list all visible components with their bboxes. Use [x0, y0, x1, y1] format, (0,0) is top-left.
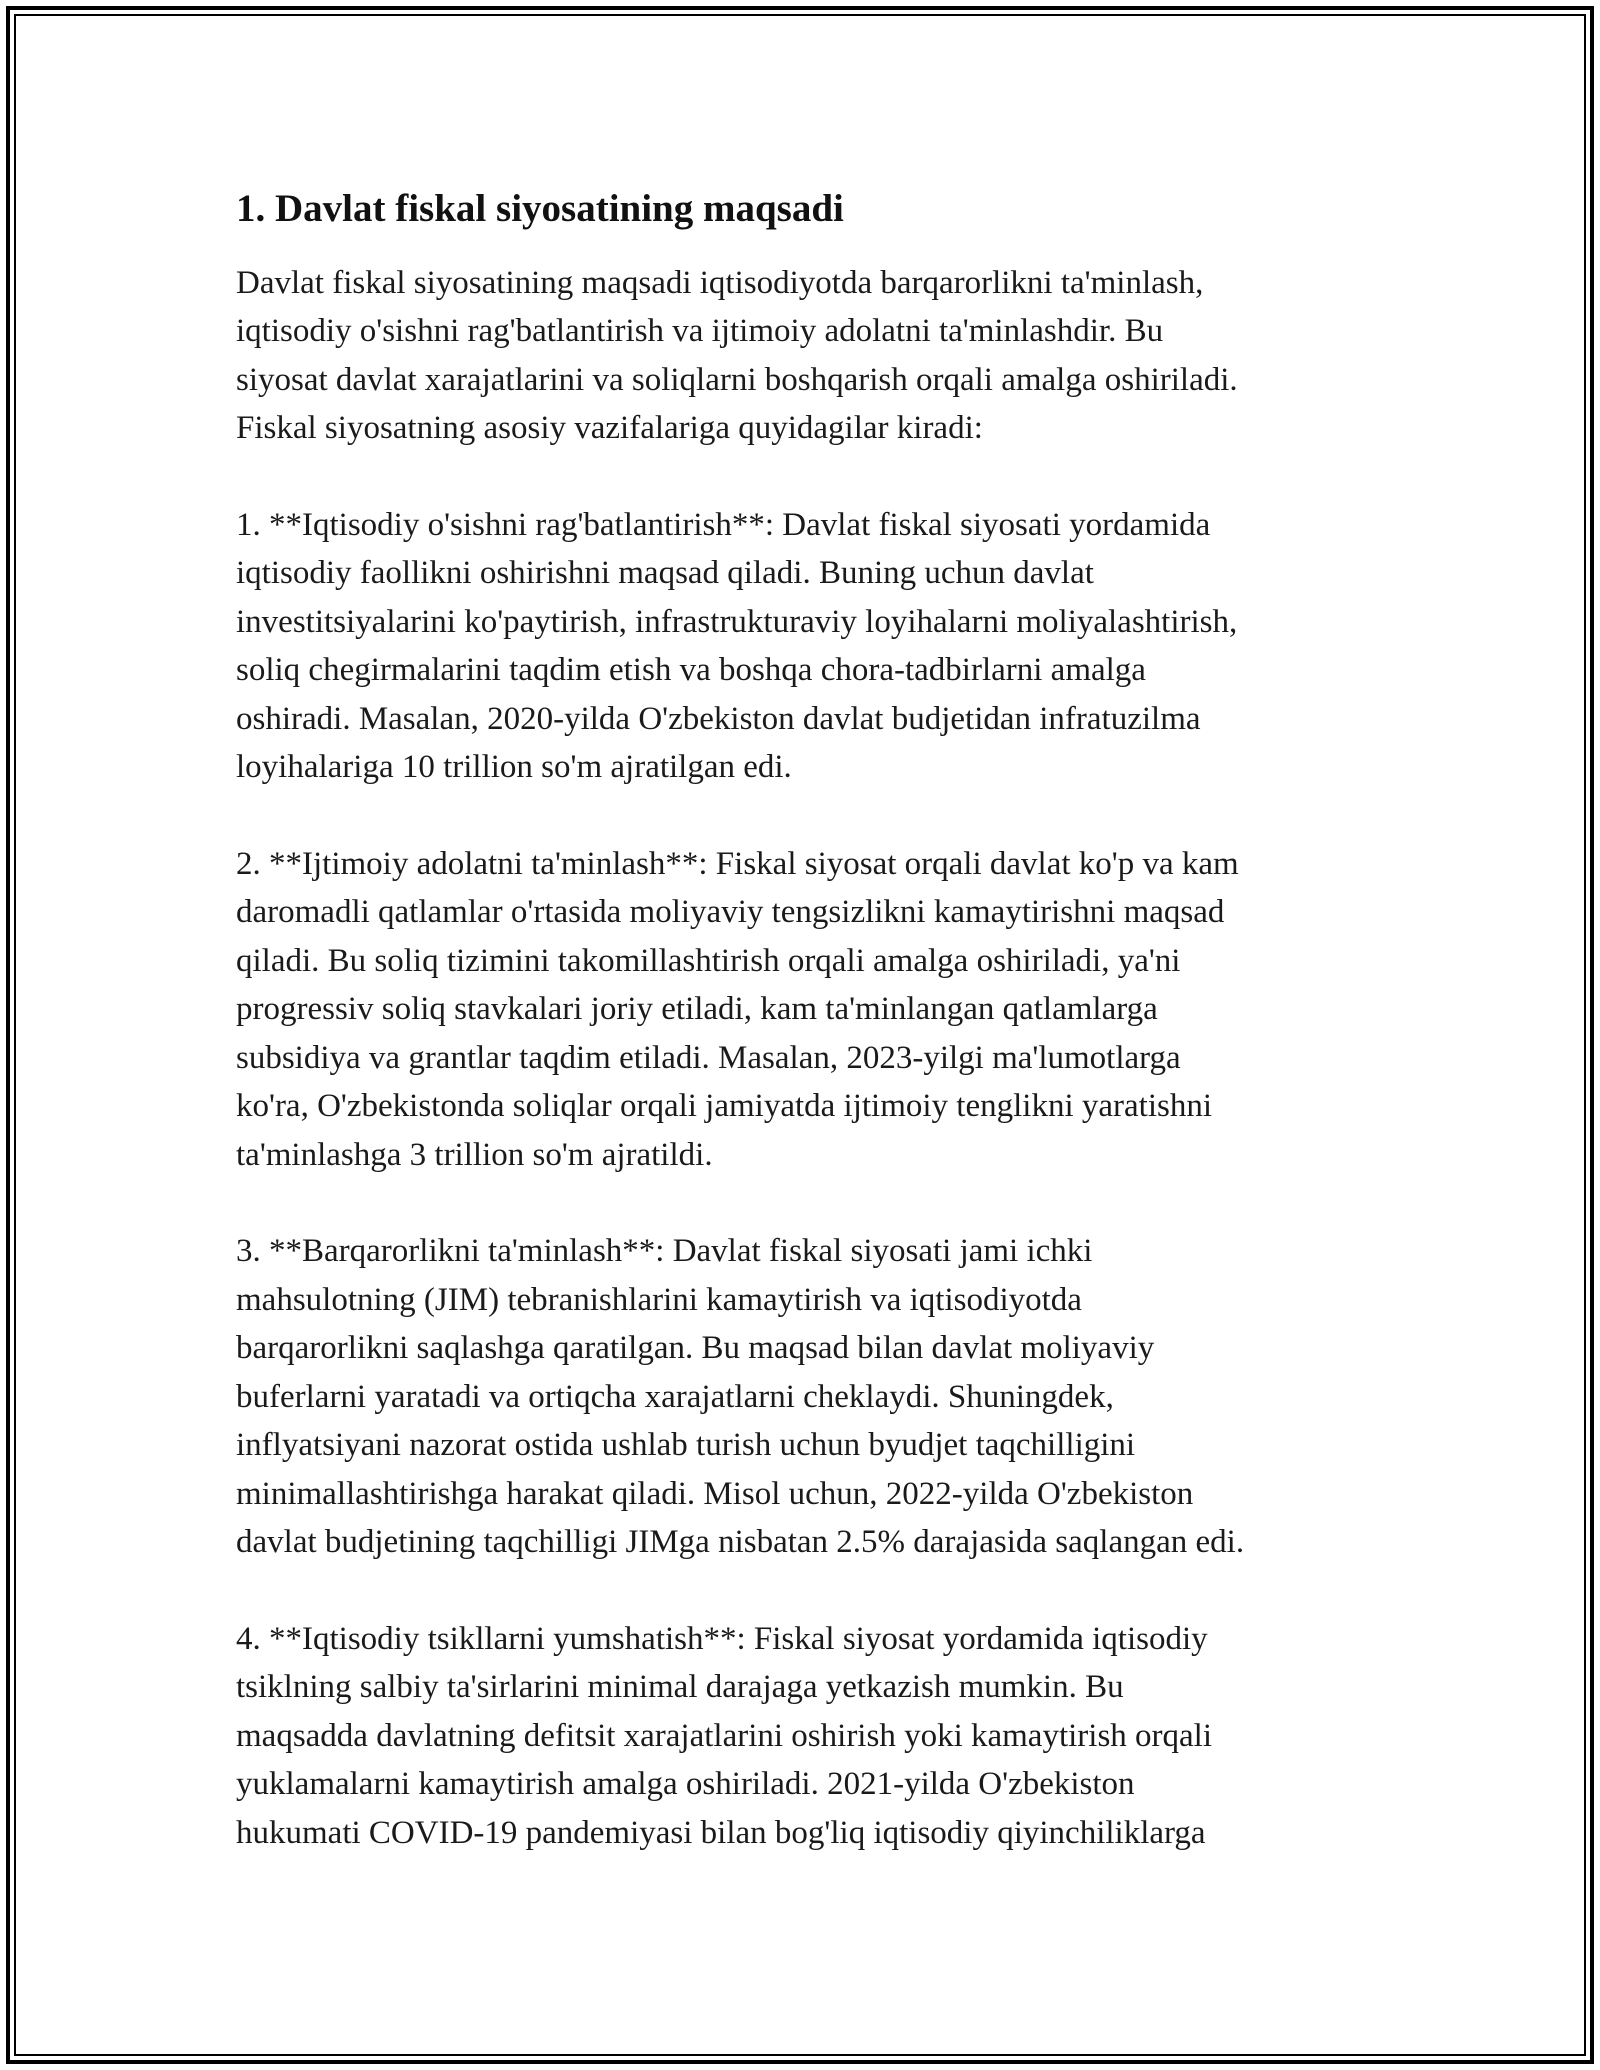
list-item-stability: 3. **Barqarorlikni ta'minlash**: Davlat fiskal siyosati jami ichki mahsulotning (JIM) tebranishlarini kamaytirish va iqtisodiyotda barqarorlikni saqlashga qaratilgan. Bu maqsad bilan davlat moliyaviy buferlarni yaratadi va ortiqcha xarajatlarni cheklaydi. Shuningdek, inflyatsiyani nazorat ostida ushlab turish uchun byudjet taqchilligini minimallashtirishga harakat qiladi. Misol uchun, 2022-yilda O'zbekiston davlat budjetining taqchilligi JIMga nisbatan 2.5% darajasida saqlangan edi.	[236, 1233, 1245, 1561]
document-body	[236, 186, 1386, 1905]
list-item-cycle-smoothing: 4. **Iqtisodiy tsikllarni yumshatish**: Fiskal siyosat yordamida iqtisodiy tsiklning salbiy ta'sirlarini minimal darajaga yetkazish mumkin. Bu maqsadda davlatning defitsit xarajatlarini oshirish yoki kamaytirish orqali yuklamalarni kamaytirish amalga oshiriladi. 2021-yilda O'zbekiston hukumati COVID-19 pandemiyasi bilan bog'liq iqtisodiy qiyinchiliklarga	[236, 1620, 1213, 1851]
intro-paragraph: Davlat fiskal siyosatining maqsadi iqtisodiyotda barqarorlikni ta'minlash, iqtisodiy o'sishni rag'batlantirish va ijtimoiy adolatni ta'minlashdir. Bu siyosat davlat xarajatlarini va soliqlarni boshqarish orqali amalga oshiriladi. Fiskal siyosatning asosiy vazifalariga quyidagilar kiradi:	[236, 264, 1238, 447]
list-item-economic-growth: 1. **Iqtisodiy o'sishni rag'batlantirish**: Davlat fiskal siyosati yordamida iqtisodiy faollikni oshirishni maqsad qiladi. Buning uchun davlat investitsiyalarini ko'paytirish, infrastrukturaviy loyihalarni moliyalashtirish, soliq chegirmalarini taqdim etish va boshqa chora-tadbirlarni amalga oshiradi. Masalan, 2020-yilda O'zbekiston davlat budjetidan infratuzilma loyihalariga 10 trillion so'm ajratilgan edi.	[236, 506, 1238, 786]
list-item-social-justice: 2. **Ijtimoiy adolatni ta'minlash**: Fiskal siyosat orqali davlat ko'p va kam daromadli qatlamlar o'rtasida moliyaviy tengsizlikni kamaytirishni maqsad qiladi. Bu soliq tizimini takomillashtirish orqali amalga oshiriladi, ya'ni progressiv soliq stavkalari joriy etiladi, kam ta'minlangan qatlamlarga subsidiya va grantlar taqdim etiladi. Masalan, 2023-yilgi ma'lumotlarga ko'ra, O'zbekistonda soliqlar orqali jamiyatda ijtimoiy tenglikni yaratishni ta'minlashga 3 trillion so'm ajratildi.	[236, 845, 1239, 1173]
section-heading: 1. Davlat fiskal siyosatining maqsadi	[236, 187, 844, 230]
